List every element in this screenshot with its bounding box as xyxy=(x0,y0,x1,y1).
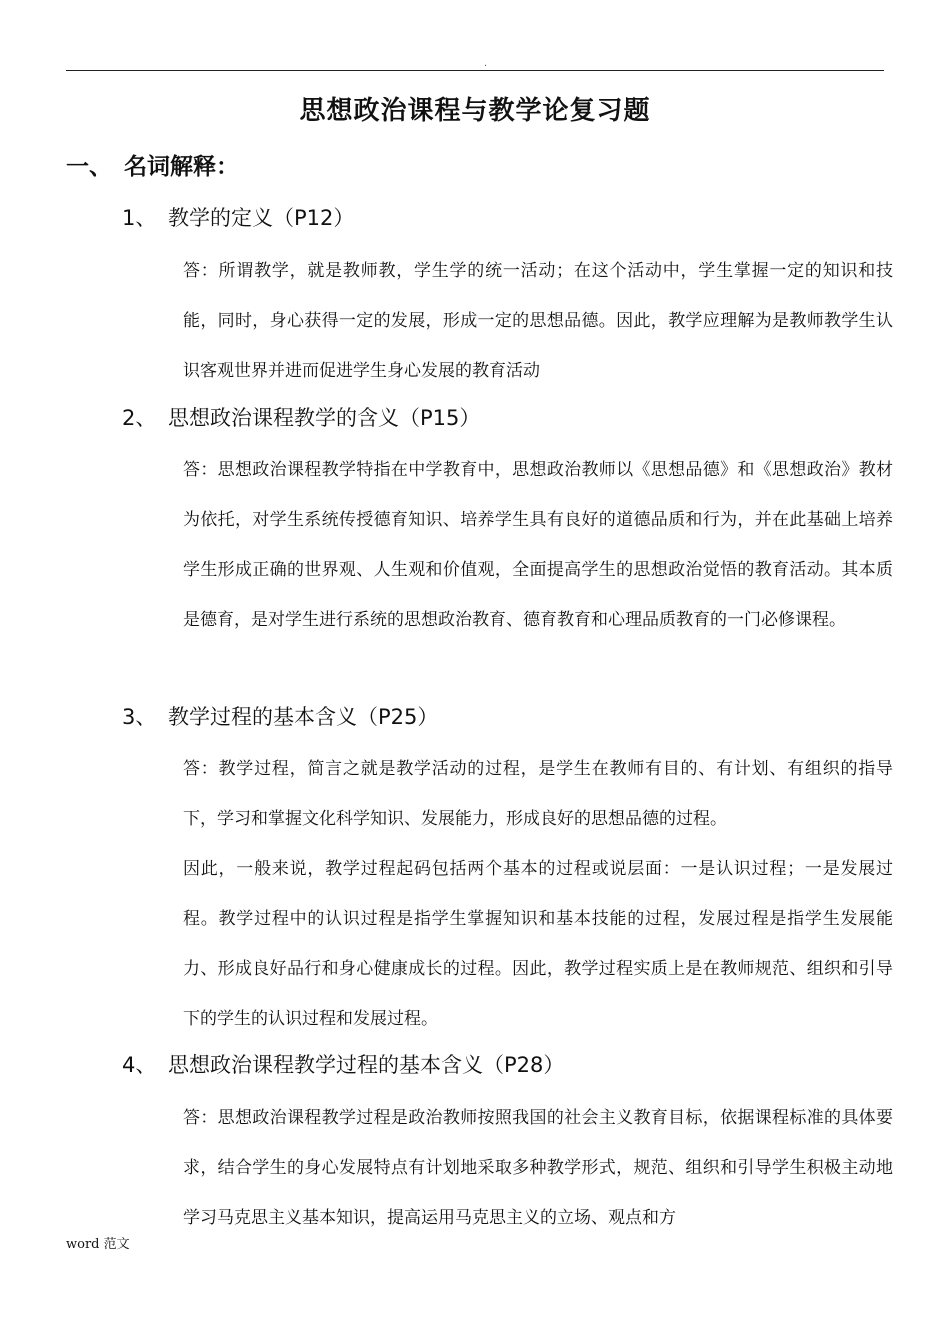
item-title: 教学的定义（P12） xyxy=(168,206,355,230)
item-3-answer-continued: 因此，一般来说，教学过程起码包括两个基本的过程或说层面：一是认识过程；一是发展过程。教学过程中的认识过程是指学生掌握知识和基本技能的过程，发展过程是指学生发展能力、形成良好品行和身心健康成长的过程。因此，教学过程实质上是在教师规范、组织和引导下的学生的认识过程和发展过程。 xyxy=(183,859,893,1029)
section-label: 名词解释： xyxy=(124,154,239,180)
section-heading xyxy=(66,148,239,181)
item-title: 思想政治课程教学的含义（P15） xyxy=(168,406,481,430)
header-rule xyxy=(66,70,884,71)
item-title: 教学过程的基本含义（P25） xyxy=(168,705,439,729)
item-number: 2、 xyxy=(122,406,157,430)
item-number: 1、 xyxy=(122,206,157,230)
item-1-answer: 答：所谓教学，就是教师教，学生学的统一活动；在这个活动中，学生掌握一定的知识和技能，同时，身心获得一定的发展，形成一定的思想品德。因此，教学应理解为是教师教学生认识客观世界并进而促进学生身心发展的教育活动 xyxy=(183,261,893,381)
item-4-answer: 答：思想政治课程教学过程是政治教师按照我国的社会主义教育目标，依据课程标准的具体要求，结合学生的身心发展特点有计划地采取多种教学形式，规范、组织和引导学生积极主动地学习马克思主义基本知识，提高运用马克思主义的立场、观点和方 xyxy=(183,1108,893,1228)
section-number: 一、 xyxy=(66,154,112,180)
document-title: 思想政治课程与教学论复习题 xyxy=(299,96,651,126)
footer-label: word 范文 xyxy=(66,1237,130,1252)
item-number: 3、 xyxy=(122,705,157,729)
item-heading-4 xyxy=(122,1049,564,1079)
header-dot: . xyxy=(484,58,488,69)
item-heading-1 xyxy=(122,202,354,232)
item-number: 4、 xyxy=(122,1053,157,1077)
item-heading-3 xyxy=(122,701,438,731)
item-heading-2 xyxy=(122,402,480,432)
item-3-answer: 答：教学过程，简言之就是教学活动的过程，是学生在教师有目的、有计划、有组织的指导下，学习和掌握文化科学知识、发展能力，形成良好的思想品德的过程。 xyxy=(183,759,893,829)
item-title: 思想政治课程教学过程的基本含义（P28） xyxy=(168,1053,565,1077)
item-2-answer: 答：思想政治课程教学特指在中学教育中，思想政治教师以《思想品德》和《思想政治》教材为依托，对学生系统传授德育知识、培养学生具有良好的道德品质和行为，并在此基础上培养学生形成正确的世界观、人生观和价值观，全面提高学生的思想政治觉悟的教育活动。其本质是德育，是对学生进行系统的思想政治教育、德育教育和心理品质教育的一门必修课程。 xyxy=(183,460,893,630)
